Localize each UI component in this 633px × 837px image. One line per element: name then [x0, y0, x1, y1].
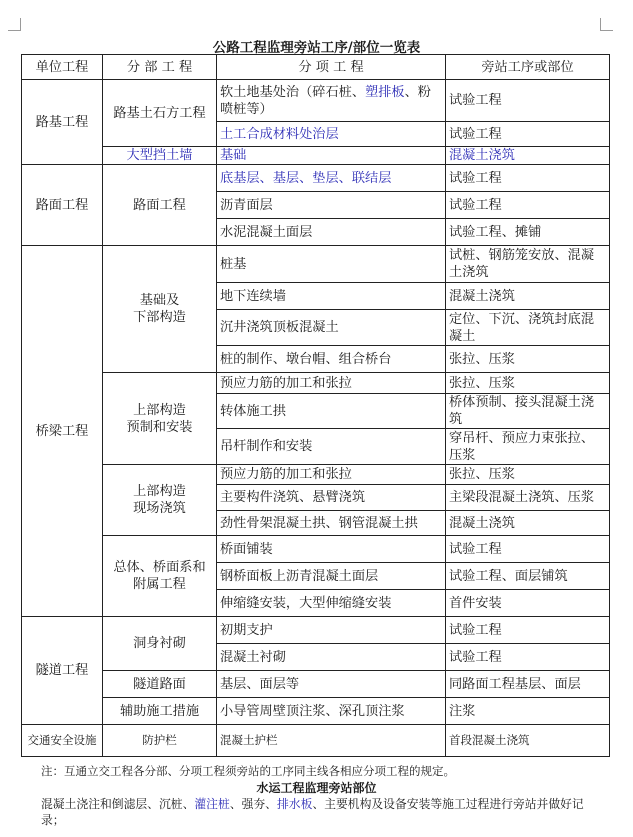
station-cell: 定位、下沉、浇筑封底混凝土	[446, 310, 610, 346]
station-cell: 注浆	[446, 698, 610, 725]
part-cell: 大型挡土墙	[103, 147, 217, 165]
part-cell: 隧道路面	[103, 671, 217, 698]
part-cell: 辅助施工措施	[103, 698, 217, 725]
table-row	[22, 373, 610, 394]
section-paragraph: 混凝土浇注和倒滤层、沉桩、灌注桩、强夯、排水板、主要机构及设备安装等施工过程进行旁站并做好记录；	[41, 797, 584, 827]
item-cell: 预应力筋的加工和张拉	[217, 373, 446, 394]
part-cell: 基础及 下部构造	[103, 246, 217, 373]
item-cell: 桩的制作、墩台帽、组合桥台	[217, 346, 446, 373]
station-cell: 穿吊杆、预应力束张拉、压浆	[446, 429, 610, 465]
item-cell: 沥青面层	[217, 192, 446, 219]
table-header-row	[22, 55, 610, 80]
table-row	[22, 246, 610, 283]
supervision-table	[21, 54, 610, 757]
station-cell: 试桩、钢筋笼安放、混凝土浇筑	[446, 246, 610, 283]
station-cell: 同路面工程基层、面层	[446, 671, 610, 698]
header-item: 分 项 工 程	[217, 55, 446, 80]
item-cell: 初期支护	[217, 617, 446, 644]
station-cell: 张拉、压浆	[446, 373, 610, 394]
station-cell: 混凝土浇筑	[446, 283, 610, 310]
part-cell: 总体、桥面系和 附属工程	[103, 536, 217, 617]
table-row	[22, 165, 610, 192]
station-cell: 张拉、压浆	[446, 465, 610, 485]
item-cell: 基层、面层等	[217, 671, 446, 698]
item-cell: 土工合成材料处治层	[217, 122, 446, 147]
station-cell: 混凝土浇筑	[446, 147, 610, 165]
item-cell: 吊杆制作和安装	[217, 429, 446, 465]
station-cell: 首件安装	[446, 590, 610, 617]
item-cell: 沉井浇筑顶板混凝土	[217, 310, 446, 346]
page-title: 公路工程监理旁站工序/部位一览表	[212, 40, 421, 56]
table-row	[22, 725, 610, 757]
header-part: 分 部 工 程	[103, 55, 217, 80]
station-cell: 桥体预制、接头混凝土浇筑	[446, 394, 610, 429]
item-cell: 钢桥面板上沥青混凝土面层	[217, 563, 446, 590]
station-cell: 混凝土浇筑	[446, 511, 610, 536]
station-cell: 张拉、压浆	[446, 346, 610, 373]
item-cell: 软土地基处治（碎石桩、塑排板、粉喷桩等）	[217, 80, 446, 122]
table-row	[22, 617, 610, 644]
station-cell: 试验工程	[446, 192, 610, 219]
station-cell: 试验工程	[446, 644, 610, 671]
unit-cell: 路面工程	[22, 165, 103, 246]
page-corner-mark-left	[8, 18, 21, 31]
station-cell: 试验工程	[446, 122, 610, 147]
unit-cell: 交通安全设施	[22, 725, 103, 757]
part-cell: 路基土石方工程	[103, 80, 217, 147]
part-cell: 上部构造 预制和安装	[103, 373, 217, 465]
table-row	[22, 147, 610, 165]
station-cell: 主梁段混凝土浇筑、压浆	[446, 485, 610, 511]
station-cell: 试验工程	[446, 617, 610, 644]
table-row	[22, 536, 610, 563]
station-cell: 试验工程	[446, 536, 610, 563]
item-cell: 桩基	[217, 246, 446, 283]
page-corner-mark-right	[600, 18, 613, 31]
table-row	[22, 465, 610, 485]
item-cell: 桥面铺装	[217, 536, 446, 563]
unit-cell: 路基工程	[22, 80, 103, 165]
item-cell: 伸缩缝安装，大型伸缩缝安装	[217, 590, 446, 617]
item-cell: 混凝土衬砌	[217, 644, 446, 671]
part-cell: 防护栏	[103, 725, 217, 757]
section-title: 水运工程监理旁站部位	[256, 781, 377, 795]
part-cell: 路面工程	[103, 165, 217, 246]
part-cell: 上部构造 现场浇筑	[103, 465, 217, 536]
table-row	[22, 698, 610, 725]
station-cell: 首段混凝土浇筑	[446, 725, 610, 757]
item-cell: 混凝土护栏	[217, 725, 446, 757]
unit-cell: 桥梁工程	[22, 246, 103, 617]
station-cell: 试验工程、面层铺筑	[446, 563, 610, 590]
item-cell: 基础	[217, 147, 446, 165]
station-cell: 试验工程	[446, 80, 610, 122]
table-row	[22, 671, 610, 698]
item-cell: 小导管周壁顶注浆、深孔顶注浆	[217, 698, 446, 725]
station-cell: 试验工程、摊铺	[446, 219, 610, 246]
station-cell: 试验工程	[446, 165, 610, 192]
item-cell: 劲性骨架混凝土拱、钢管混凝土拱	[217, 511, 446, 536]
unit-cell: 隧道工程	[22, 617, 103, 725]
table-row	[22, 80, 610, 122]
item-cell: 转体施工拱	[217, 394, 446, 429]
item-cell: 底基层、基层、垫层、联结层	[217, 165, 446, 192]
part-cell: 洞身衬砌	[103, 617, 217, 671]
item-cell: 地下连续墙	[217, 283, 446, 310]
table-footnote: 注：互通立交工程各分部、分项工程须旁站的工序同主线各相应分项工程的规定。	[41, 764, 455, 778]
item-cell: 主要构件浇筑、悬臂浇筑	[217, 485, 446, 511]
header-station: 旁站工序或部位	[446, 55, 610, 80]
item-cell: 水泥混凝土面层	[217, 219, 446, 246]
item-cell: 预应力筋的加工和张拉	[217, 465, 446, 485]
header-unit: 单位工程	[22, 55, 103, 80]
